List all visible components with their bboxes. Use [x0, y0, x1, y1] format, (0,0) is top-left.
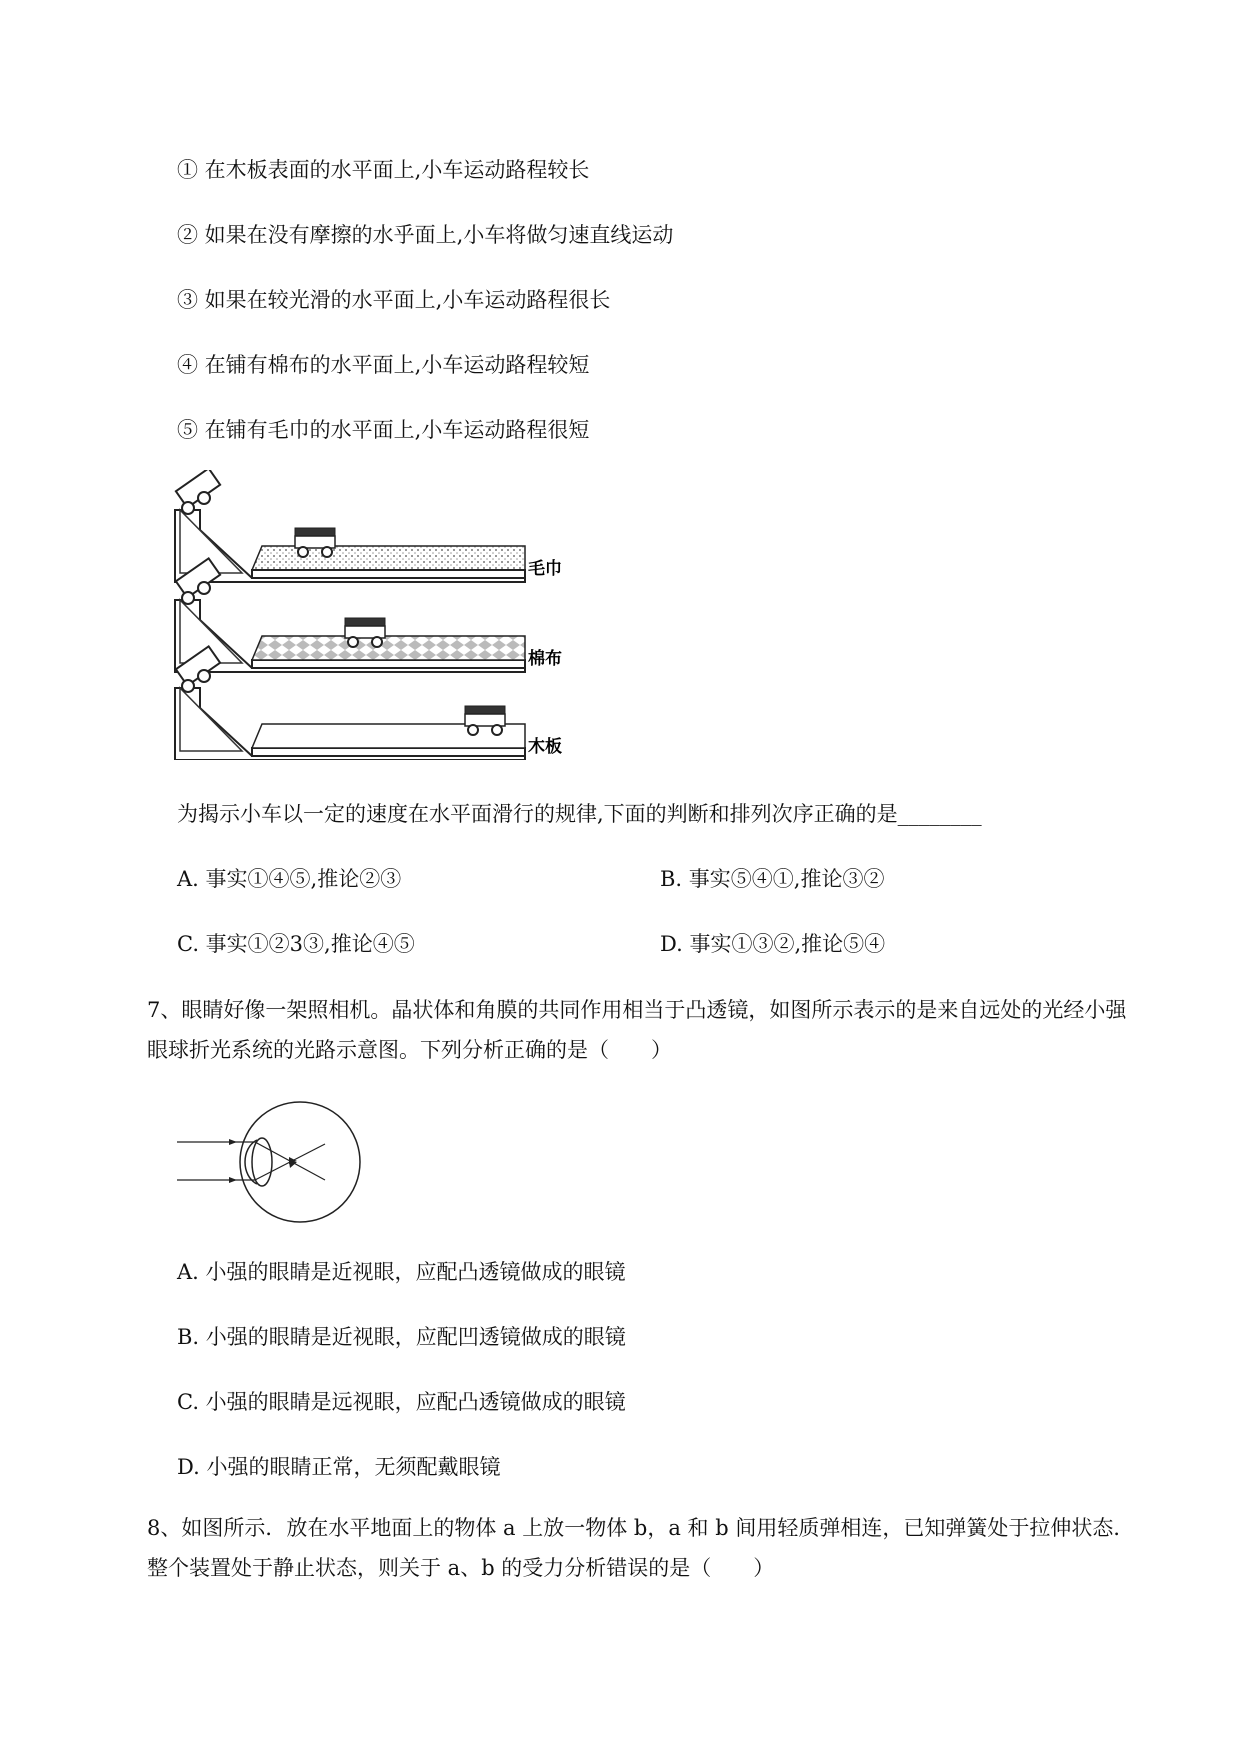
statement-4: ④ 在铺有棉布的水平面上,小车运动路程较短: [177, 353, 590, 377]
q7-question: 7、眼睛好像一架照相机。晶状体和角膜的共同作用相当于凸透镜，如图所示表示的是来自远处的光经小强眼球折光系统的光路示意图。下列分析正确的是（ ）: [147, 998, 1127, 1062]
q7-option-d: D. 小强的眼睛正常，无须配戴眼镜: [177, 1455, 501, 1479]
q6-option-d: D. 事实①③②,推论⑤④: [660, 932, 886, 956]
q6-option-a: A. 事实①④⑤,推论②③: [177, 867, 402, 891]
q6-option-c: C. 事实①②3③,推论④⑤: [177, 932, 415, 956]
statement-1: ① 在木板表面的水平面上,小车运动路程较长: [177, 158, 590, 182]
q6-question: 为揭示小车以一定的速度在水平面滑行的规律,下面的判断和排列次序正确的是________: [177, 802, 982, 826]
cart-icon: [176, 470, 220, 514]
q6-option-b: B. 事实⑤④①,推论③②: [660, 867, 885, 891]
q7-option-c: C. 小强的眼睛是远视眼，应配凸透镜做成的眼镜: [177, 1390, 626, 1414]
board-label: 木板: [528, 737, 562, 757]
eye-diagram: [175, 1100, 375, 1225]
towel-track: [175, 470, 562, 582]
q8-question: 8、如图所示．放在水平地面上的物体 a 上放一物体 b，a 和 b 间用轻质弹相连，已知弹簧处于拉伸状态．整个装置处于静止状态，则关于 a、b 的受力分析错误的是（ ）: [147, 1516, 1135, 1580]
q7-option-a: A. 小强的眼睛是近视眼，应配凸透镜做成的眼镜: [177, 1260, 626, 1284]
cotton-label: 棉布: [528, 649, 562, 669]
towel-label: 毛巾: [528, 559, 562, 579]
statement-3: ③ 如果在较光滑的水平面上,小车运动路程很长: [177, 288, 611, 312]
q7-option-b: B. 小强的眼睛是近视眼，应配凹透镜做成的眼镜: [177, 1325, 626, 1349]
ramp-experiment-figure: [170, 470, 590, 760]
statement-2: ② 如果在没有摩擦的水乎面上,小车将做匀速直线运动: [177, 223, 674, 247]
statement-5: ⑤ 在铺有毛巾的水平面上,小车运动路程很短: [177, 418, 590, 442]
